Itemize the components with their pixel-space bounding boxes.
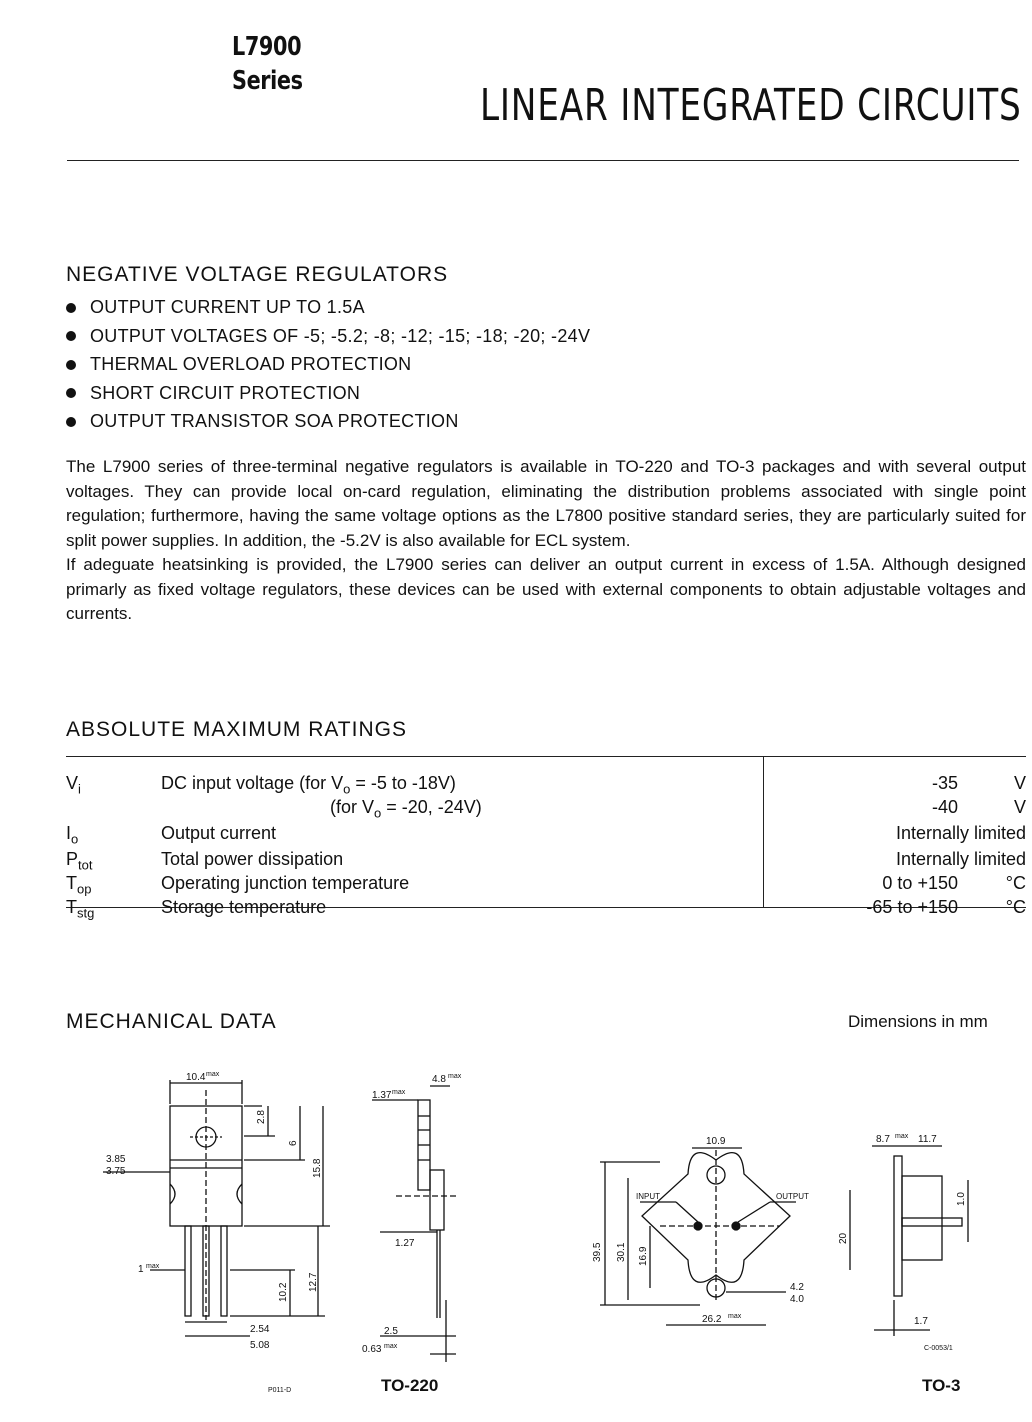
svg-text:4.2: 4.2 xyxy=(790,1282,804,1293)
table-row xyxy=(66,771,1026,795)
value: -35 xyxy=(931,773,958,793)
svg-text:2.5: 2.5 xyxy=(384,1326,398,1337)
symbol: $T_{op}$ xyxy=(66,873,92,897)
svg-text:8.7: 8.7 xyxy=(876,1134,890,1145)
unit: V xyxy=(1013,773,1026,793)
description: Total power dissipation xyxy=(161,849,344,869)
section-heading-mechanical: MECHANICAL DATA xyxy=(66,1010,277,1033)
svg-text:1.27: 1.27 xyxy=(395,1238,415,1249)
feature-item: OUTPUT CURRENT UP TO 1.5A xyxy=(66,293,590,322)
svg-text:3.85: 3.85 xyxy=(106,1154,126,1165)
dimensions-note: Dimensions in mm xyxy=(848,1012,988,1031)
svg-text:INPUT: INPUT xyxy=(636,1192,660,1201)
to3-side-drawing xyxy=(850,1146,968,1336)
description-text xyxy=(66,455,1026,627)
svg-text:11.7: 11.7 xyxy=(918,1134,937,1145)
svg-text:2.8: 2.8 xyxy=(256,1110,267,1124)
mechanical-drawings xyxy=(0,1030,1032,1422)
unit: °C xyxy=(1005,873,1026,893)
feature-item: THERMAL OVERLOAD PROTECTION xyxy=(66,350,590,379)
svg-text:26.2: 26.2 xyxy=(702,1314,722,1325)
description: DC input voltage (for $V_o = -5$ to -18V) xyxy=(161,773,456,797)
svg-text:6: 6 xyxy=(288,1140,299,1146)
svg-text:2.54: 2.54 xyxy=(250,1324,270,1335)
description: Storage temperature xyxy=(161,897,327,917)
to3-front-drawing xyxy=(600,1148,796,1325)
value: -65 to +150 xyxy=(866,897,958,917)
svg-text:1: 1 xyxy=(138,1264,144,1275)
svg-text:0.63: 0.63 xyxy=(362,1344,382,1355)
description: (for $V_o = -20$, -24V) xyxy=(330,797,482,821)
value: -40 xyxy=(931,797,958,817)
svg-text:12.7: 12.7 xyxy=(308,1272,319,1292)
svg-text:10.2: 10.2 xyxy=(278,1282,289,1302)
description: Operating junction temperature xyxy=(161,873,410,893)
svg-text:4.0: 4.0 xyxy=(790,1294,804,1305)
bullet-icon xyxy=(66,388,76,398)
description-paragraph-2: If adeguate heatsinking is provided, the L7900 series can deliver an output current in excess of 1.5A. Although designed primarly as fixed voltage regulators, these devices can be used with external components to obtain adjustable voltages and currents. xyxy=(66,555,1026,623)
section-heading-ratings: ABSOLUTE MAXIMUM RATINGS xyxy=(66,718,407,741)
bullet-icon xyxy=(66,417,76,427)
table-row xyxy=(66,847,1026,871)
svg-text:20: 20 xyxy=(838,1232,849,1244)
symbol: $I_o$ xyxy=(66,823,79,847)
table-row xyxy=(66,895,1026,919)
bullet-icon xyxy=(66,303,76,313)
svg-text:OUTPUT: OUTPUT xyxy=(776,1192,809,1201)
table-row xyxy=(66,871,1026,895)
value: Internally limited xyxy=(895,849,1026,869)
part-series-block xyxy=(232,30,303,98)
svg-text:30.1: 30.1 xyxy=(616,1242,627,1262)
to220-label: TO-220 xyxy=(381,1376,439,1395)
svg-text:max: max xyxy=(384,1343,398,1350)
unit: °C xyxy=(1005,897,1026,917)
feature-list xyxy=(66,293,590,436)
feature-item: OUTPUT TRANSISTOR SOA PROTECTION xyxy=(66,407,590,436)
page-title: LINEAR INTEGRATED CIRCUITS xyxy=(480,80,1022,131)
feature-item: OUTPUT VOLTAGES OF -5; -5.2; -8; -12; -15; -18; -20; -24V xyxy=(66,322,590,351)
value: Internally limited xyxy=(895,823,1026,843)
table-row xyxy=(66,795,1026,819)
description: Output current xyxy=(161,823,277,843)
svg-text:1.0: 1.0 xyxy=(956,1192,967,1206)
svg-text:max: max xyxy=(146,1263,160,1270)
svg-text:4.8: 4.8 xyxy=(432,1074,446,1085)
svg-text:39.5: 39.5 xyxy=(592,1242,603,1262)
bullet-icon xyxy=(66,331,76,341)
section-heading-regulators: NEGATIVE VOLTAGE REGULATORS xyxy=(66,263,449,286)
svg-text:10.4: 10.4 xyxy=(186,1072,206,1083)
svg-text:P011-D: P011-D xyxy=(268,1387,292,1394)
symbol: $P_{tot}$ xyxy=(66,849,93,873)
unit: V xyxy=(1013,797,1026,817)
series-label: Series xyxy=(232,66,303,96)
svg-text:max: max xyxy=(448,1073,462,1080)
bullet-icon xyxy=(66,360,76,370)
svg-text:max: max xyxy=(392,1089,406,1096)
description-paragraph-1: The L7900 series of three-terminal negative regulators is available in TO-220 and TO-3 packages and with several output voltages. They can provide local on-card regulation, eliminating the distribution problems associated with single point regulation; furthermore, having the same voltage options as the L7800 positive standard series, they are particularly suited for split power supplies. In addition, the -5.2V is also available for ECL system. xyxy=(66,457,1026,550)
svg-text:16.9: 16.9 xyxy=(638,1246,649,1266)
ratings-table xyxy=(66,756,1026,921)
to220-side-drawing xyxy=(372,1086,456,1362)
table-row xyxy=(66,821,1026,845)
header-divider xyxy=(67,160,1019,161)
feature-item: SHORT CIRCUIT PROTECTION xyxy=(66,379,590,408)
svg-text:max: max xyxy=(895,1133,909,1140)
svg-text:C-0053/1: C-0053/1 xyxy=(924,1345,953,1352)
svg-text:5.08: 5.08 xyxy=(250,1340,270,1351)
symbol: $T_{stg}$ xyxy=(66,897,95,921)
symbol: $V_i$ xyxy=(66,773,81,797)
svg-text:15.8: 15.8 xyxy=(312,1158,323,1178)
to220-front-drawing xyxy=(103,1080,330,1336)
svg-text:1.7: 1.7 xyxy=(914,1316,928,1327)
svg-text:1.37: 1.37 xyxy=(372,1090,392,1101)
svg-text:3.75: 3.75 xyxy=(106,1166,126,1177)
part-number: L7900 xyxy=(232,32,302,62)
to3-label: TO-3 xyxy=(922,1376,961,1395)
svg-text:10.9: 10.9 xyxy=(706,1136,726,1147)
svg-text:max: max xyxy=(206,1071,220,1078)
value: 0 to +150 xyxy=(882,873,958,893)
svg-text:max: max xyxy=(728,1313,742,1320)
